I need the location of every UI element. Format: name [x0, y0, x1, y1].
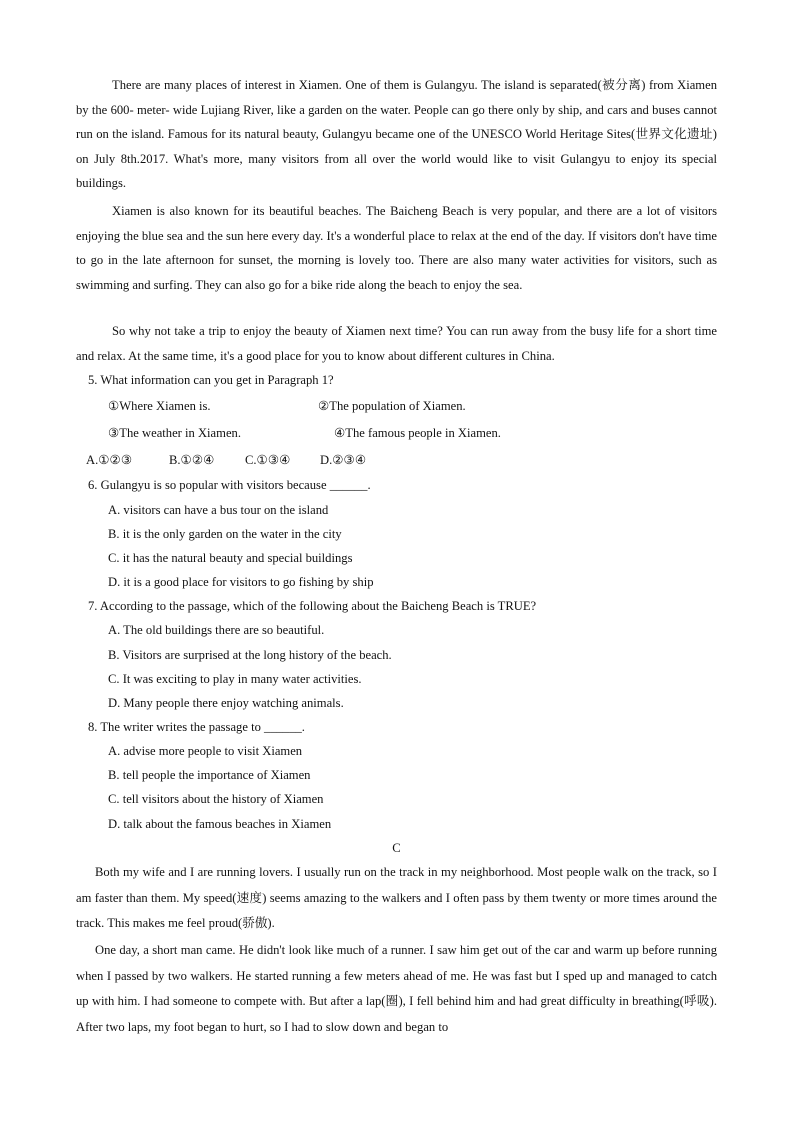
question-6-option-d: D. it is a good place for visitors to go fishing by ship: [108, 575, 374, 589]
question-8-option-d: D. talk about the famous beaches in Xiamen: [108, 817, 332, 831]
question-5-item-2: ②The population of Xiamen.: [318, 399, 466, 413]
question-6-option-b: B. it is the only garden on the water in the city: [108, 527, 342, 541]
section-heading-c: C: [392, 841, 401, 855]
question-5-option-d: D.②③④: [320, 453, 367, 467]
question-7-option-b: B. Visitors are surprised at the long history of the beach.: [108, 648, 392, 662]
question-7-option-c: C. It was exciting to play in many water activities.: [108, 672, 362, 686]
question-6-option-c: C. it has the natural beauty and special buildings: [108, 551, 353, 565]
question-8-stem: 8. The writer writes the passage to ______.: [88, 720, 305, 734]
question-5-item-1: ①Where Xiamen is.: [108, 399, 211, 413]
passage-b-paragraph-3: So why not take a trip to enjoy the beauty of Xiamen next time? You can run away from the busy life for a short time and relax. At the same time, it's a good place for you to know about different cultures in China.: [76, 324, 717, 363]
passage-b-paragraph-2: Xiamen is also known for its beautiful beaches. The Baicheng Beach is very popular, and there are a lot of visitors enjoying the blue sea and the sun here every day. It's a wonderful place to relax at the end of the day. If visitors don't have time to go in the late afternoon for sunset, the morning is lovely too. There are also many water activities for visitors, such as swimming and surfing. They can also go for a bike ride along the beach to enjoy the sea.: [76, 204, 717, 292]
question-7-stem: 7. According to the passage, which of the following about the Baicheng Beach is TRUE?: [88, 599, 537, 613]
question-5-item-3: ③The weather in Xiamen.: [108, 426, 241, 440]
question-6-option-a: A. visitors can have a bus tour on the island: [108, 503, 329, 517]
passage-c-paragraph-1: Both my wife and I are running lovers. I usually run on the track in my neighborhood. Most people walk on the track, so I am faster than them. My speed(速度) seems amazing to the walkers and I often pass by them twenty or more times around the track. This makes me feel proud(骄傲).: [76, 865, 717, 930]
passage-c-paragraph-2: One day, a short man came. He didn't look like much of a runner. I saw him get out of the car and warm up before running when I passed by two walkers. He started running a few meters ahead of me. He was fast but I sped up and managed to catch up with him. I had someone to compete with. But after a lap(圈), I fell behind him and had great difficulty in breathing(呼吸). After two laps, my foot began to hurt, so I had to slow down and began to: [76, 943, 717, 1034]
question-7-option-d: D. Many people there enjoy watching animals.: [108, 696, 344, 710]
question-7-option-a: A. The old buildings there are so beautiful.: [108, 623, 325, 637]
question-8-option-c: C. tell visitors about the history of Xiamen: [108, 792, 324, 806]
question-5-stem: 5. What information can you get in Paragraph 1?: [88, 373, 334, 387]
question-5-option-b: B.①②④: [169, 453, 215, 467]
question-5-option-a: A.①②③: [86, 453, 133, 467]
question-5-option-c: C.①③④: [245, 453, 291, 467]
question-8-option-b: B. tell people the importance of Xiamen: [108, 768, 311, 782]
question-8-option-a: A. advise more people to visit Xiamen: [108, 744, 303, 758]
question-6-stem: 6. Gulangyu is so popular with visitors because ______.: [88, 478, 371, 492]
passage-b-paragraph-1: There are many places of interest in Xiamen. One of them is Gulangyu. The island is separated(被分离) from Xiamen by the 600- meter- wide Lujiang River, like a garden on the water. People can go there only by ship, and cars and buses cannot run on the island. Famous for its natural beauty, Gulangyu became one of the UNESCO World Heritage Sites(世界文化遗址) on July 8th.2017. What's more, many visitors from all over the world would like to visit Gulangyu to enjoy its special buildings.: [76, 78, 717, 190]
question-5-item-4: ④The famous people in Xiamen.: [334, 426, 501, 440]
